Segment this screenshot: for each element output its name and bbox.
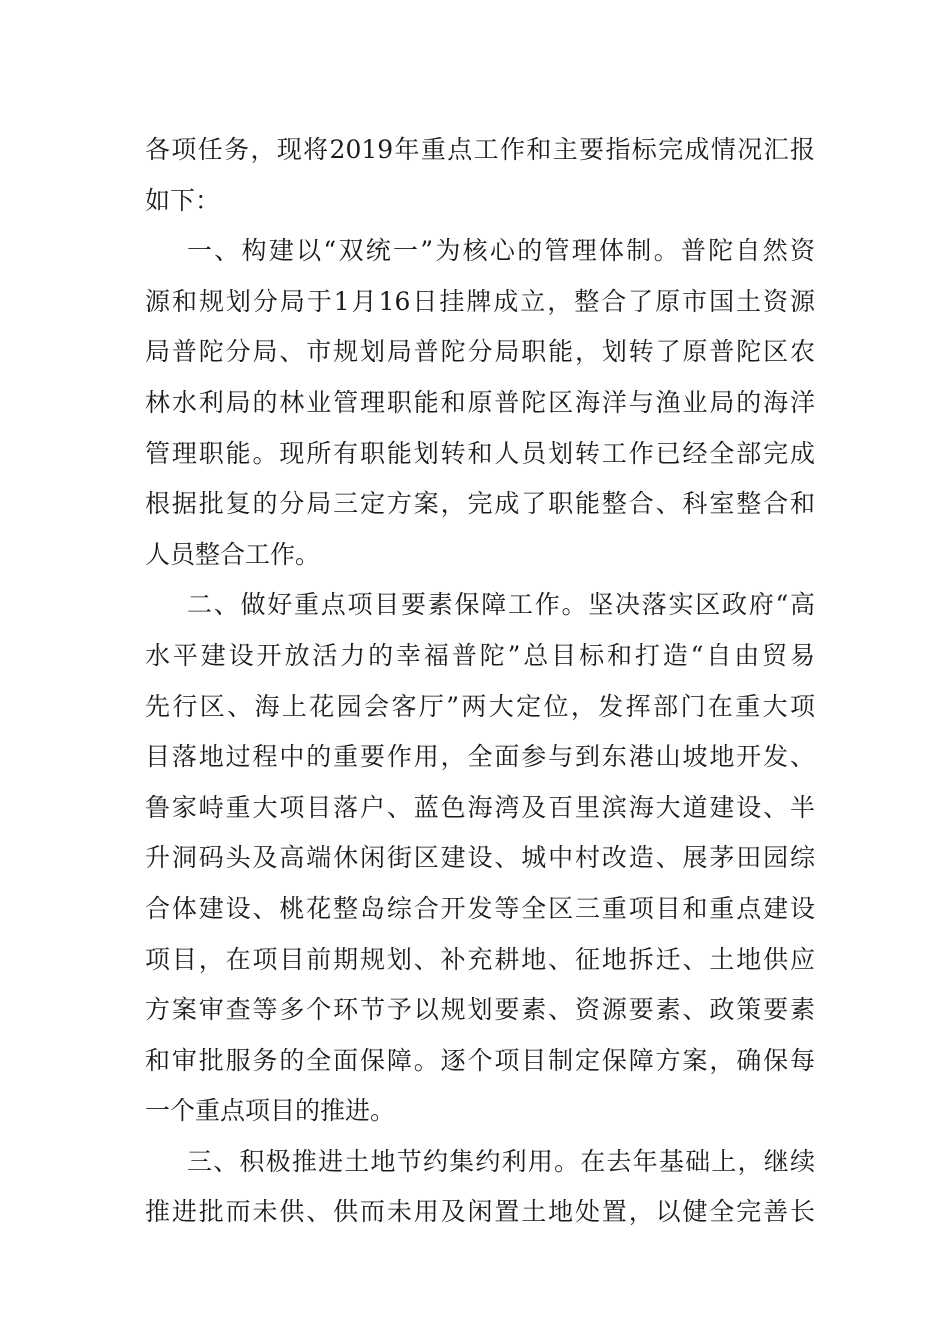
text-line: 推进批而未供、供而未用及闲置土地处置，以健全完善长 [145,1197,815,1227]
text-line: 管理职能。现所有职能划转和人员划转工作已经全部完成 [145,438,815,468]
text-line: 局普陀分局、市规划局普陀分局职能，划转了原普陀区农 [145,337,815,367]
paragraph-heading-line: 一、构建以“双统一”为核心的管理体制。普陀自然资 [187,236,815,266]
text-line: 一个重点项目的推进。 [145,1096,396,1126]
text-line: 鲁家峙重大项目落户、蓝色海湾及百里滨海大道建设、半 [145,792,815,822]
paragraph-heading-line: 三、积极推进土地节约集约利用。在去年基础上，继续 [187,1146,815,1176]
text-line: 水平建设开放活力的幸福普陀”总目标和打造“自由贸易 [145,640,815,670]
text-line: 人员整合工作。 [145,539,321,569]
text-line: 方案审查等多个环节予以规划要素、资源要素、政策要素 [145,995,815,1025]
text-line: 如下： [145,185,221,215]
text-line: 源和规划分局于1月16日挂牌成立，整合了原市国土资源 [145,286,815,316]
text-line: 升洞码头及高端休闲街区建设、城中村改造、展茅田园综 [145,843,815,873]
text-line: 目落地过程中的重要作用，全面参与到东港山坡地开发、 [145,742,815,772]
text-line: 合体建设、桃花整岛综合开发等全区三重项目和重点建设 [145,893,815,923]
text-line: 林水利局的林业管理职能和原普陀区海洋与渔业局的海洋 [145,387,815,417]
document-body [145,125,815,1238]
paragraph-heading-line: 二、做好重点项目要素保障工作。坚决落实区政府“高 [187,590,815,620]
text-line: 各项任务，现将2019年重点工作和主要指标完成情况汇报 [145,135,815,164]
text-line: 根据批复的分局三定方案，完成了职能整合、科室整合和 [145,489,815,519]
text-line: 项目，在项目前期规划、补充耕地、征地拆迁、土地供应 [145,944,815,974]
text-line: 先行区、海上花园会客厅”两大定位，发挥部门在重大项 [145,691,815,721]
text-line: 和审批服务的全面保障。逐个项目制定保障方案，确保每 [145,1045,815,1075]
